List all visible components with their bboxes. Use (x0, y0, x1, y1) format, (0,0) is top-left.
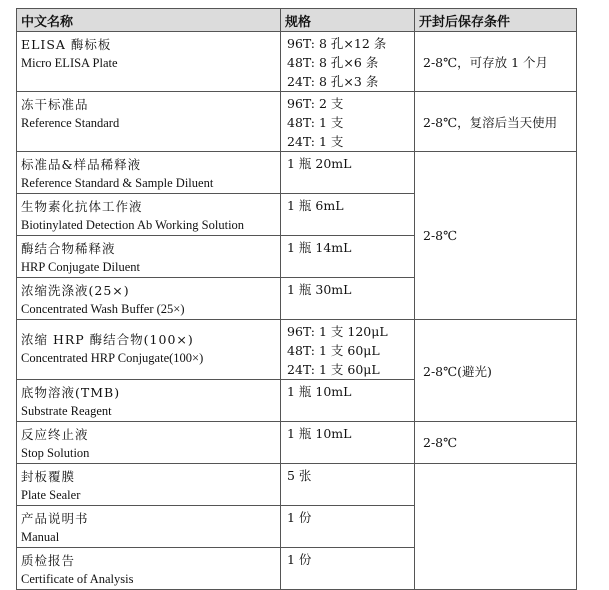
kit-components-table (16, 8, 577, 590)
component-name-cn: 封板覆膜 (21, 469, 76, 484)
component-name-cell (17, 548, 281, 590)
component-name-cn: 冻干标准品 (21, 97, 89, 112)
spec-line: 1 瓶 30mL (287, 282, 352, 297)
table-row (17, 92, 577, 152)
component-name-en: Manual (21, 530, 60, 544)
component-name-en: HRP Conjugate Diluent (21, 260, 140, 274)
component-name-cn: 浓缩 HRP 酶结合物(100×) (21, 332, 194, 347)
spec-cell (281, 422, 415, 464)
component-name-cn: 标准品&样品稀释液 (21, 157, 142, 172)
component-name-en: Stop Solution (21, 446, 90, 460)
component-name-cell (17, 380, 281, 422)
header-name: 中文名称 (17, 9, 281, 32)
component-name-cn: 生物素化抗体工作液 (21, 199, 143, 214)
storage-cell: 2-8℃ (415, 422, 577, 464)
component-name-cell (17, 92, 281, 152)
table-header-row (17, 9, 577, 32)
component-name-cn: 产品说明书 (21, 511, 89, 526)
component-name-cell (17, 278, 281, 320)
spec-cell (281, 278, 415, 320)
spec-line: 1 瓶 10mL (287, 384, 352, 399)
component-name-en: Reference Standard (21, 116, 120, 130)
spec-cell (281, 464, 415, 506)
table-row (17, 464, 577, 506)
spec-cell (281, 92, 415, 152)
component-name-cn: 反应终止液 (21, 427, 89, 442)
component-name-en: Reference Standard & Sample Diluent (21, 176, 214, 190)
component-name-cell (17, 152, 281, 194)
storage-cell: 2-8℃ (415, 152, 577, 320)
spec-cell (281, 320, 415, 380)
storage-cell: 2-8℃(避光) (415, 320, 577, 422)
table-row (17, 422, 577, 464)
spec-line: 1 瓶 14mL (287, 240, 352, 255)
spec-line: 5 张 (287, 468, 312, 483)
spec-line: 96T: 2 支 (287, 96, 344, 111)
spec-line: 96T: 1 支 120μL (287, 324, 388, 339)
header-storage: 开封后保存条件 (415, 9, 577, 32)
storage-cell-empty (415, 464, 577, 590)
component-name-cn: 酶结合物稀释液 (21, 241, 116, 256)
spec-cell (281, 236, 415, 278)
storage-cell: 2-8℃，复溶后当天使用 (415, 92, 577, 152)
spec-cell (281, 548, 415, 590)
spec-line: 24T: 1 支 (287, 134, 344, 149)
component-name-cell (17, 422, 281, 464)
spec-line: 48T: 1 支 60μL (287, 343, 380, 358)
spec-cell (281, 380, 415, 422)
component-name-en: Plate Sealer (21, 488, 81, 502)
component-name-en: Biotinylated Detection Ab Working Solution (21, 218, 245, 232)
spec-cell (281, 152, 415, 194)
header-spec: 规格 (281, 9, 415, 32)
spec-line: 24T: 1 支 60μL (287, 362, 380, 377)
component-name-cn: 底物溶液(TMB) (21, 385, 121, 400)
component-name-en: Micro ELISA Plate (21, 56, 118, 70)
component-name-cell (17, 194, 281, 236)
component-name-cn: 质检报告 (21, 553, 76, 568)
table-row (17, 32, 577, 92)
spec-line: 48T: 1 支 (287, 115, 344, 130)
spec-cell (281, 194, 415, 236)
spec-line: 1 份 (287, 510, 312, 525)
component-name-cn: 浓缩洗涤液(25×) (21, 283, 130, 298)
spec-cell (281, 32, 415, 92)
spec-line: 48T: 8 孔×6 条 (287, 55, 379, 70)
component-name-en: Concentrated HRP Conjugate(100×) (21, 351, 204, 365)
component-name-en: Concentrated Wash Buffer (25×) (21, 302, 185, 316)
spec-line: 1 瓶 10mL (287, 426, 352, 441)
component-name-cell (17, 32, 281, 92)
component-name-cn: ELISA 酶标板 (21, 37, 112, 52)
storage-cell: 2-8℃，可存放 1 个月 (415, 32, 577, 92)
component-name-cell (17, 464, 281, 506)
component-name-cell (17, 506, 281, 548)
table-row (17, 152, 577, 194)
spec-line: 1 瓶 6mL (287, 198, 344, 213)
spec-line: 1 份 (287, 552, 312, 567)
table-row (17, 320, 577, 380)
spec-line: 96T: 8 孔×12 条 (287, 36, 387, 51)
component-name-cell (17, 236, 281, 278)
component-name-en: Substrate Reagent (21, 404, 112, 418)
component-name-cell (17, 320, 281, 380)
component-name-en: Certificate of Analysis (21, 572, 134, 586)
spec-cell (281, 506, 415, 548)
spec-line: 24T: 8 孔×3 条 (287, 74, 379, 89)
spec-line: 1 瓶 20mL (287, 156, 352, 171)
